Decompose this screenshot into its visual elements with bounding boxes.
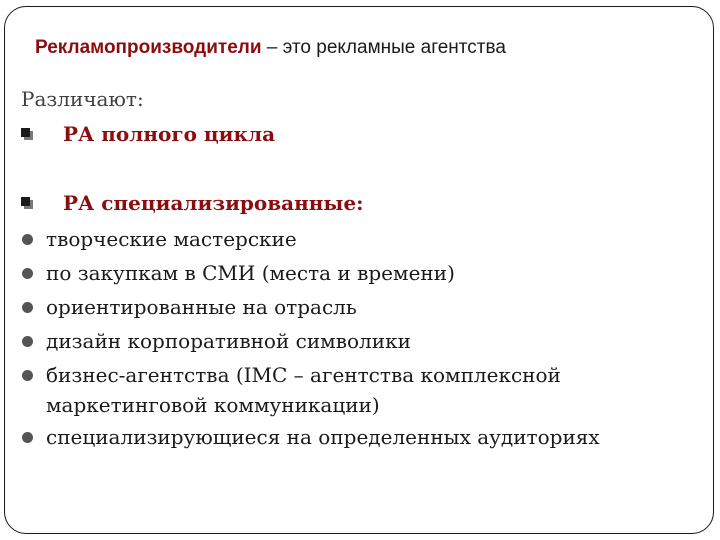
list-item-text: ориентированные на отрасль bbox=[46, 295, 357, 319]
round-bullet-icon bbox=[22, 336, 33, 347]
title-term: Рекламопроизводители bbox=[35, 37, 262, 58]
title-definition: – это рекламные агентства bbox=[261, 37, 506, 58]
square-bullet-icon bbox=[21, 128, 33, 140]
specialized-list bbox=[21, 222, 600, 454]
square-bullet-icon bbox=[21, 197, 33, 209]
round-bullet-icon bbox=[22, 432, 33, 443]
list-item-text: творческие мастерские bbox=[46, 227, 297, 251]
round-bullet-icon bbox=[22, 268, 33, 279]
round-bullet-icon bbox=[22, 302, 33, 313]
round-bullet-icon bbox=[22, 370, 33, 381]
category-full-cycle bbox=[21, 122, 275, 146]
category-specialized bbox=[21, 191, 364, 215]
list-item bbox=[21, 358, 600, 420]
list-item bbox=[21, 324, 600, 358]
list-item-text: по закупкам в СМИ (места и времени) bbox=[46, 261, 455, 285]
list-item-text-continued: маркетинговой коммуникации) bbox=[46, 393, 380, 417]
slide-title bbox=[35, 37, 506, 59]
list-item bbox=[21, 256, 600, 290]
intro-text: Различают: bbox=[21, 87, 144, 111]
round-bullet-icon bbox=[22, 234, 33, 245]
list-item bbox=[21, 420, 600, 454]
category-label: РА специализированные: bbox=[63, 191, 364, 215]
list-item bbox=[21, 222, 600, 256]
slide-frame bbox=[4, 6, 714, 534]
category-label: РА полного цикла bbox=[63, 122, 276, 146]
list-item-text: дизайн корпоративной символики bbox=[46, 329, 411, 353]
list-item bbox=[21, 290, 600, 324]
list-item-text: специализирующиеся на определенных аудиториях bbox=[46, 425, 600, 449]
list-item-text: бизнес-агентства (IMC – агентства комплексной bbox=[46, 363, 561, 387]
